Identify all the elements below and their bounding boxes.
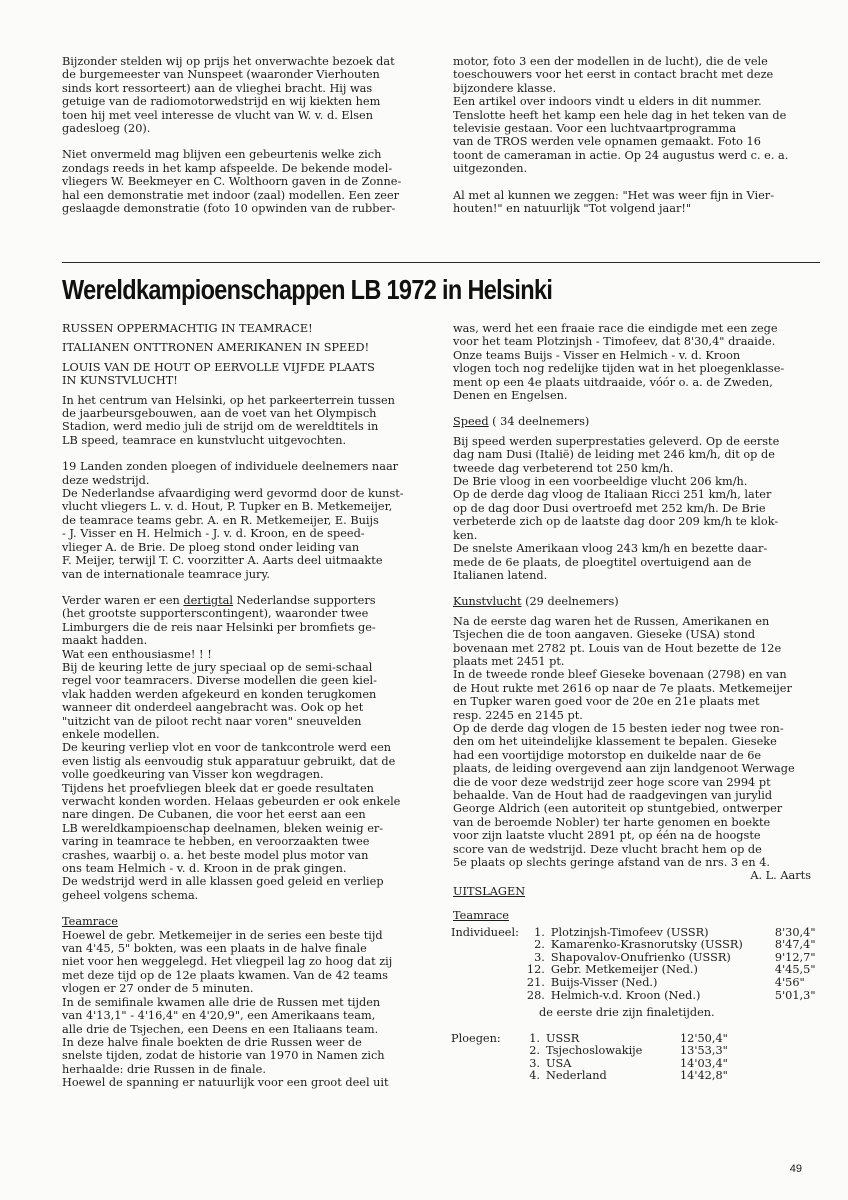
row-rank: 1. — [529, 1031, 540, 1045]
row-label — [451, 977, 519, 990]
paragraph: Niet onvermeld mag blijven een gebeurtenis welke zich zondags reeds in het kamp afspeelde. De bekende model- vliegers W. Beekmeyer en C. Wolthoorn gaven in de Zonne- hal een demonstratie met indoor (zaal) modellen. Een zeer geslaagde demonstratie (foto 10 opwinden van de rubber- — [62, 148, 402, 216]
top-left-column — [62, 55, 407, 215]
row-label — [451, 952, 519, 965]
author-signature: A. L. Aarts — [750, 869, 811, 883]
section-heading-teamrace: Teamrace — [62, 915, 118, 929]
row-rank: 28. — [526, 988, 545, 1002]
row-name: Kamarenko-Krasnorutsky (USSR) — [550, 938, 743, 952]
paragraph: 19 Landen zonden ploegen of individuele deelnemers naar deze wedstrijd. De Nederlandse afvaardiging werd gevormd door de kunst- vlucht vliegers L. v. d. Hout, P. Tupker en B. Metkemeijer, de teamrace teams gebr. A. en R. Metkemeijer, E. Buijs - J. Visser en H. Helmich - J. v. d. Kroon, en de speed- vlieger A. de Brie. De ploeg stond onder leiding van F. Meijer, terwijl T. C. voorzitter A. Aarts deel uitmaakte van de internationale teamrace jury. — [62, 460, 404, 581]
paragraph: motor, foto 3 een der modellen in de lucht), die de vele toeschouwers voor het eerst in contact bracht met deze bijzondere klasse. Een artikel over indoors vindt u elders in dit nummer. Tenslotte heeft het kamp een hele dag in het teken van de televisie gestaan. Voor een luchtvaartprogramma van de TROS werden vele opnamen gemaakt. Foto 16 toont de cameraman in actie. Op 24 augustus werd c. e. a. uitgezonden. — [453, 55, 789, 176]
individual-results-table — [451, 927, 816, 1003]
heading-label: Speed — [453, 415, 489, 429]
article-title: Wereldkampioenschappen LB 1972 in Helsinki — [62, 274, 553, 305]
paragraph: was, werd het een fraaie race die eindigde met een zege voor het team Plotzinjsh - Timofeev, dat 8'30,4" draaide. Onze teams Buijs - Visser en Helmich - v. d. Kroon vlogen toch nog redelijke tijden wat in het ploegenklasse- ment op een 4e plaats uitdraaide, vóór o. a. de Zweden, Denen en Engelsen. — [453, 322, 785, 403]
row-rank: 2. — [529, 1044, 540, 1058]
text-run: Nederlandse supporters — [232, 593, 376, 607]
table-row — [451, 977, 816, 990]
row-label — [451, 990, 519, 1003]
row-time: 13'53,3" — [680, 1044, 728, 1058]
headline: LOUIS VAN DE HOUT OP EERVOLLE VIJFDE PLAATS IN KUNSTVLUCHT! — [62, 360, 375, 388]
results-heading: UITSLAGEN — [453, 884, 526, 898]
paragraph: Al met al kunnen we zeggen: "Het was weer fijn in Vier- houten!" en natuurlijk "Tot volgend jaar!" — [453, 188, 775, 216]
row-label: Ploegen: — [451, 1031, 501, 1045]
results-subheading-teamrace: Teamrace — [453, 909, 509, 923]
heading-label: Kunstvlucht — [453, 595, 522, 609]
section-heading-kunstvlucht — [453, 595, 825, 608]
row-name: USA — [546, 1056, 572, 1070]
row-label — [451, 1045, 514, 1058]
row-rank: 4. — [529, 1069, 540, 1083]
row-name: Tsjechoslowakije — [546, 1044, 643, 1058]
finale-note: de eerste drie zijn finaletijden. — [539, 1006, 715, 1020]
row-name: USSR — [546, 1031, 580, 1045]
text-run: Verder waren er een — [62, 593, 184, 607]
row-name: Buijs-Visser (Ned.) — [550, 976, 658, 990]
section-divider — [62, 262, 820, 263]
underlined-word: dertigtal — [183, 593, 233, 607]
table-row — [451, 939, 816, 952]
row-name: Gebr. Metkemeijer (Ned.) — [550, 963, 698, 977]
row-time: 5'01,3" — [774, 988, 816, 1002]
row-label — [451, 964, 519, 977]
paragraph: Bij speed werden superprestaties geleverd. Op de eerste dag nam Dusi (Italië) de leiding met 246 km/h, dit op de tweede dag verbeterend tot 250 km/h. De Brie vloog in een voorbeeldige vlucht 206 km/h. Op de derde dag vloog de Italiaan Ricci 251 km/h, later op de dag door Dusi overtroefd met 252 km/h. De Brie verbeterde zich op de laatste dag door 209 km/h te klok- ken. De snelste Amerikaan vloog 243 km/h en bezette daar- mede de 6e plaats, de ploegtitel overtuigend aan de Italianen latend. — [453, 434, 780, 582]
paragraph: In het centrum van Helsinki, op het parkeerterrein tussen de jaarbeursgebouwen, aan de voet van het Olympisch Stadion, werd medio juli de strijd om de wereldtitels in LB speed, teamrace en kunstvlucht uitgevochten. — [62, 393, 395, 447]
table-row — [451, 1070, 728, 1083]
table-row — [451, 1045, 728, 1058]
row-time: 9'12,7" — [774, 950, 816, 964]
page-number: 49 — [789, 1163, 802, 1175]
row-time: 8'47,4" — [774, 938, 816, 952]
heading-sub: (29 deelnemers) — [521, 595, 619, 609]
paragraph — [62, 594, 432, 902]
row-name: Plotzinjsh-Timofeev (USSR) — [550, 925, 709, 939]
article-right-column — [453, 322, 825, 1083]
paragraph: Hoewel de gebr. Metkemeijer in de series een beste tijd van 4'45, 5" bokten, was een plaats in de halve finale niet voor hen weggelegd. Het vliegpeil lag zo hoog dat zij met deze tijd op de 12e plaats kwamen. Van de 42 teams vlogen er 27 onder de 5 minuten. In de semifinale kwamen alle drie de Russen met tijden van 4'13,1" - 4'16,4" en 4'20,9", een Amerikaans team, alle drie de Tsjechen, een Deens en een Italiaans team. In deze halve finale boekten de drie Russen weer de snelste tijden, zodat de historie van 1970 in Namen zich herhaalde: drie Russen in de finale. Hoewel de spanning er natuurlijk voor een groot deel uit — [62, 928, 393, 1090]
top-right-column — [453, 55, 823, 215]
row-name: Nederland — [546, 1069, 607, 1083]
row-time: 8'30,4" — [774, 925, 816, 939]
paragraph: Na de eerste dag waren het de Russen, Amerikanen en Tsjechen die de toon aangaven. Gieseke (USA) stond bovenaan met 2782 pt. Louis van de Hout bezette de 12e plaats met 2451 pt. In de tweede ronde bleef Gieseke bovenaan (2798) en van de Hout rukte met 2616 op naar de 7e plaats. Metkemeijer en Tupker waren goed voor de 20e en 21e plaats met resp. 2245 en 2145 pt. Op de derde dag vlogen de 15 besten ieder nog twee ron- den om het uiteindelijke klassement te bepalen. Gieseke had een voortijdige motorstop en duikelde naar de 6e plaats, de leiding overgevend aan zijn landgenoot Werwage die de voor deze wedstrijd zeer hoge score van 2994 pt behaalde. Van de Hout had de raadgevingen van jurylid George Aldrich (een autoriteit op stuntgebied, ontwerper van de beroemde Nobler) ter harte genomen en boekte voor zijn laatste vlucht 2891 pt, op één na de hoogste score van de wedstrijd. Deze vlucht bracht hem op de 5e plaats op slechts geringe afstand van de nrs. 3 en 4. — [453, 614, 795, 870]
team-results-table — [451, 1033, 728, 1083]
row-rank: 1. — [534, 925, 545, 939]
headline: ITALIANEN ONTTRONEN AMERIKANEN IN SPEED! — [62, 341, 370, 355]
paragraph: Bijzonder stelden wij op prijs het onverwachte bezoek dat de burgemeester van Nunspeet (waaronder Vierhouten sinds kort ressorteert) aan de vlieghei bracht. Hij was getuige van de radiomotorwedstrijd en wij kiekten hem toen hij met veel interesse de vlucht van W. v. d. Elsen gadesloeg (20). — [62, 55, 395, 136]
row-time: 12'50,4" — [680, 1031, 728, 1045]
headline: RUSSEN OPPERMACHTIG IN TEAMRACE! — [62, 322, 313, 335]
row-label: Individueel: — [451, 925, 519, 939]
row-label — [451, 1058, 514, 1071]
text-run: (het grootste supporterscontingent), waaronder twee Limburgers die de reis naar Helsinki per bromfiets ge- maakt hadden. Wat een enthousiasme! ! ! Bij de keuring lette de jury speciaal op de semi-schaal regel voor teamracers. Diverse modellen die geen kiel- vlak hadden werden afgekeurd en konden terugkomen wanneer dit onderdeel aangebracht was. Ook op het "uitzicht van de piloot recht naar voren" sneuvelden enkele modellen. De keuring verliep vlot en voor de tankcontrole werd een even listig als eenvoudig stuk apparatuur gebruikt, dat de volle goedkeuring van Visser kon wegdragen. Tijdens het proefvliegen bleek dat er goede resultaten verwacht konden worden. Helaas gebeurden er ook enkele nare dingen. De Cubanen, die voor het eerst aan een LB wereldkampioenschap deelnamen, bleken weinig er- varing in teamrace te hebben, en veroorzaakten twee crashes, waarbij o. a. het beste model plus motor van ons team Helmich - v. d. Kroon in de prak gingen. De wedstrijd werd in alle klassen goed geleid en verliep geheel volgens schema. — [62, 607, 401, 902]
row-name: Helmich-v.d. Kroon (Ned.) — [550, 988, 701, 1002]
row-time: 14'42,8" — [680, 1069, 728, 1083]
row-rank: 21. — [526, 976, 545, 990]
row-rank: 3. — [534, 950, 545, 964]
row-rank: 2. — [534, 938, 545, 952]
row-name: Shapovalov-Onufrienko (USSR) — [550, 950, 731, 964]
row-label — [451, 1070, 514, 1083]
article-left-column — [62, 322, 432, 1090]
section-heading-speed — [453, 415, 825, 428]
row-time: 14'03,4" — [680, 1056, 728, 1070]
table-row — [451, 990, 816, 1003]
heading-sub: ( 34 deelnemers) — [488, 415, 590, 429]
row-rank: 3. — [529, 1056, 540, 1070]
row-time: 4'45,5" — [774, 963, 816, 977]
row-label — [451, 939, 519, 952]
row-rank: 12. — [526, 963, 545, 977]
row-time: 4'56" — [774, 976, 805, 990]
